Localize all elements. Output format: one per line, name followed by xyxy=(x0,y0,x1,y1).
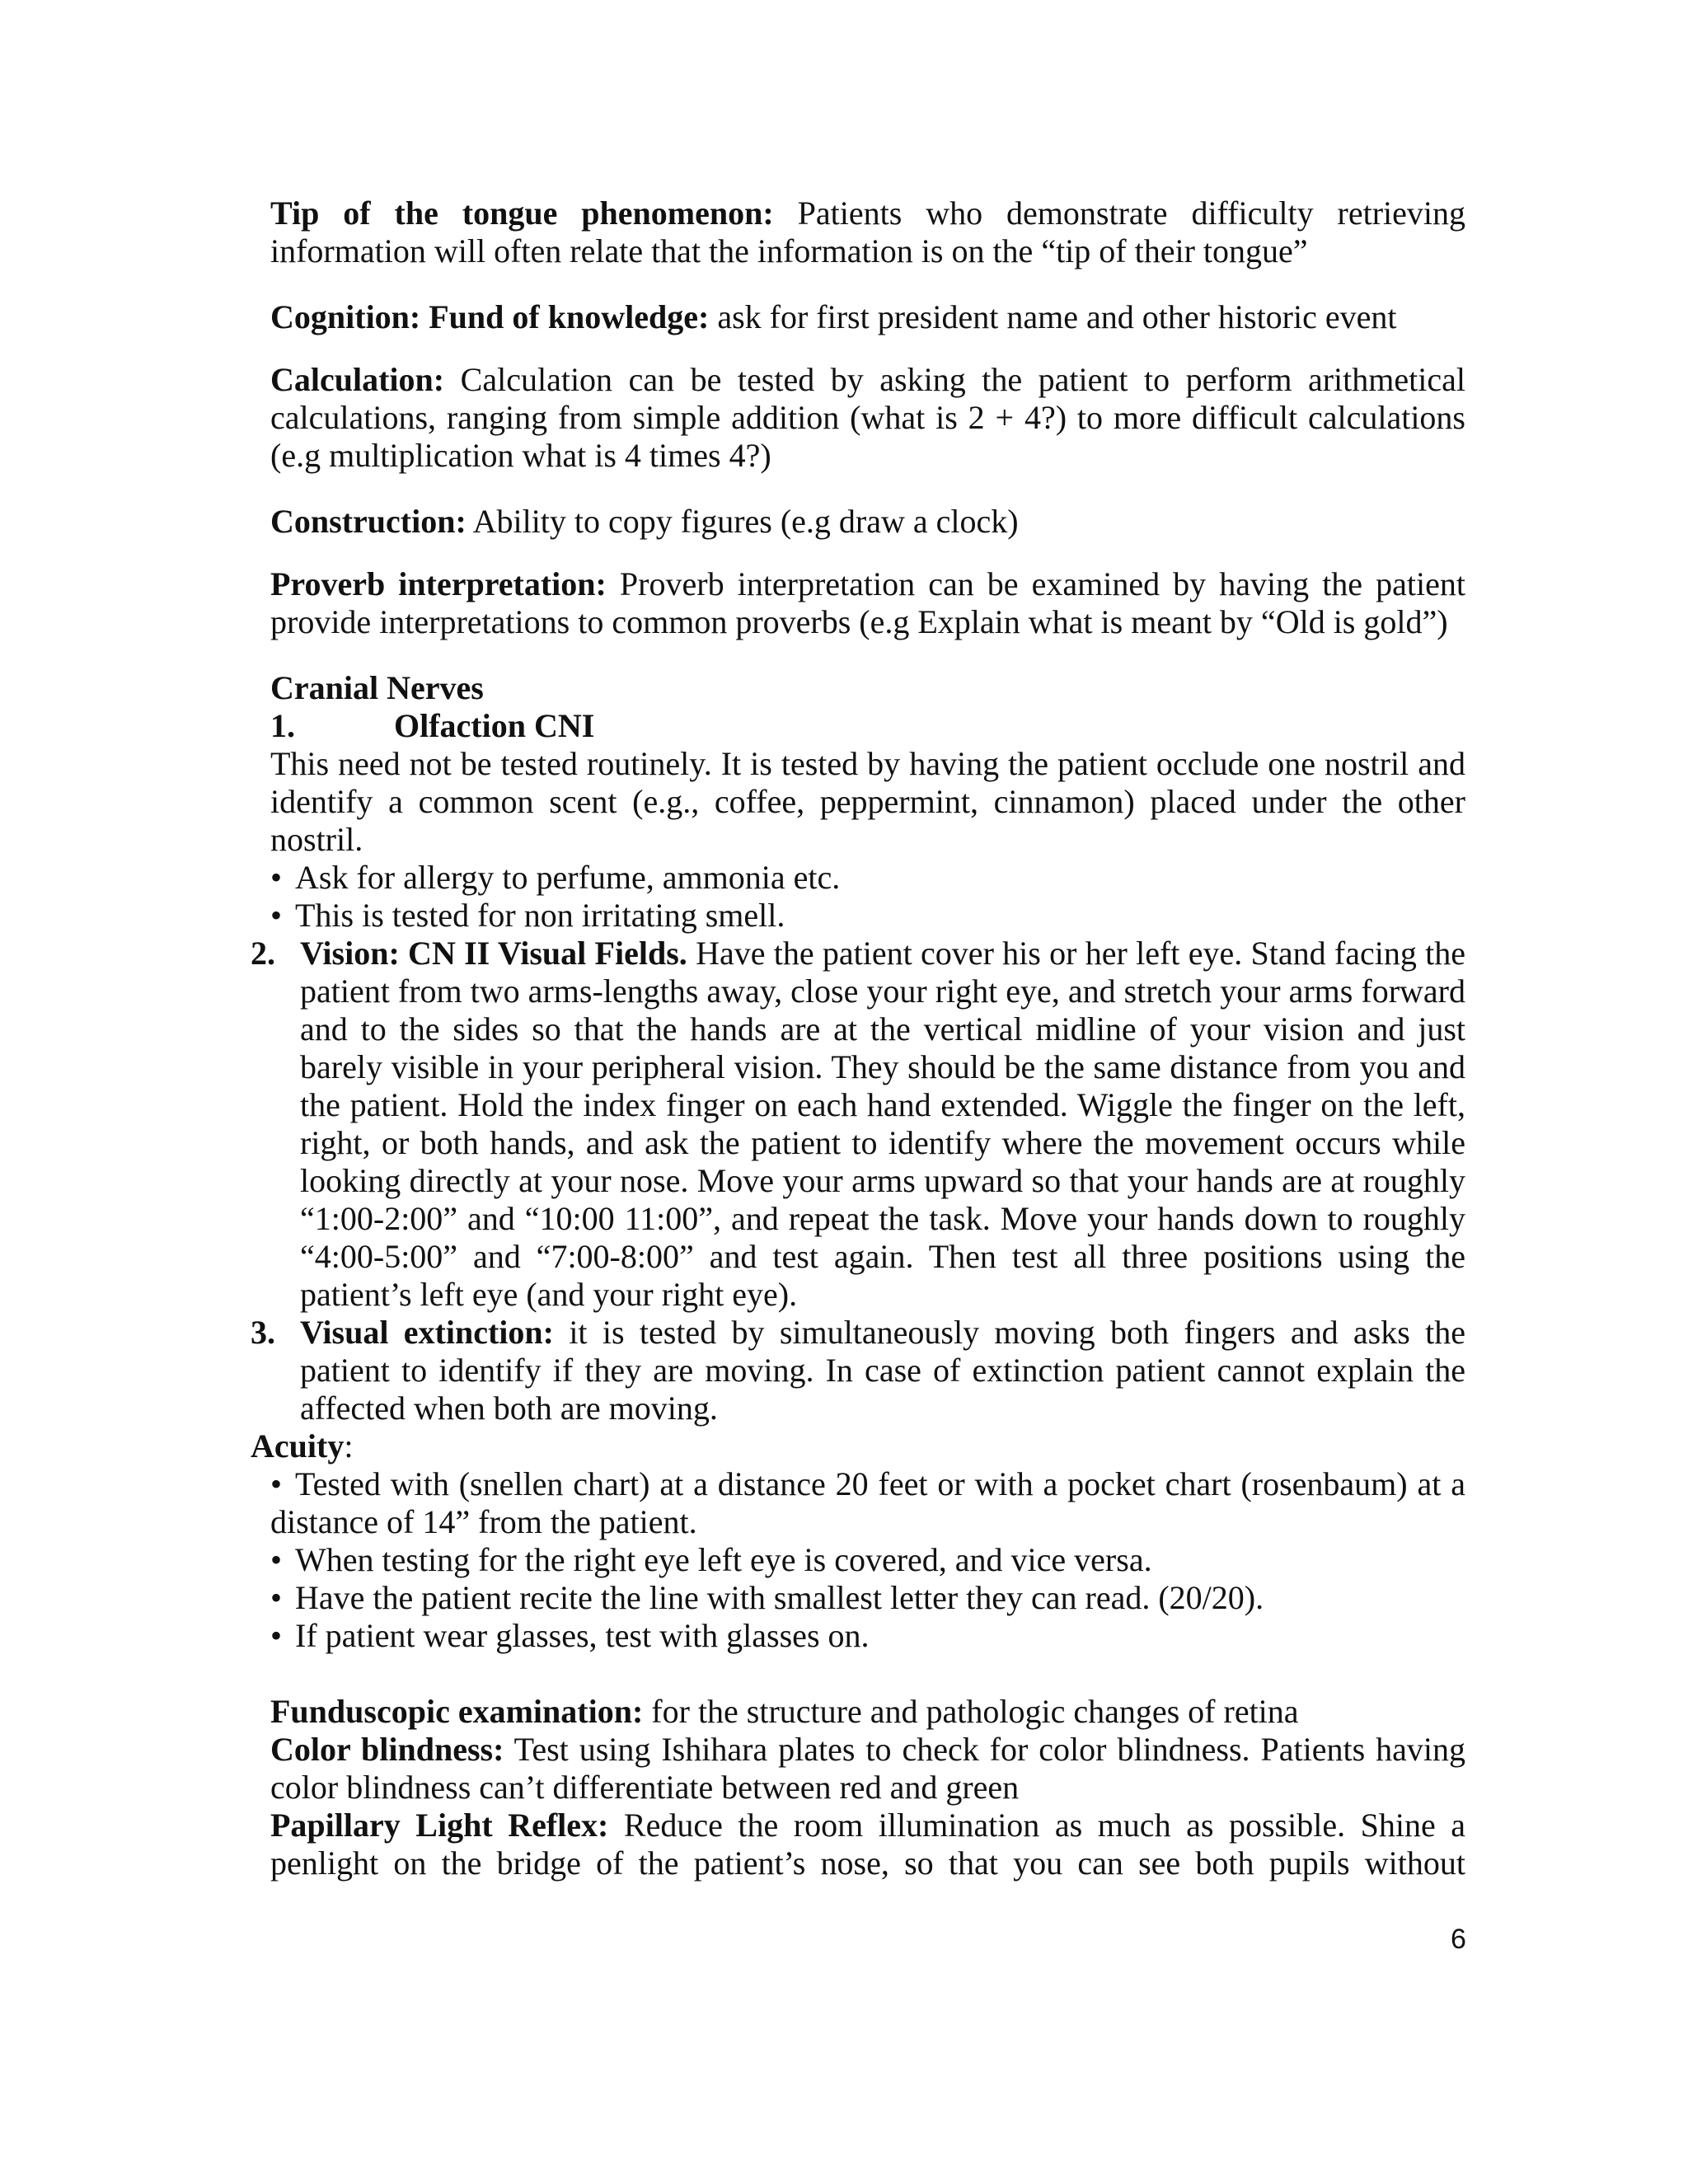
list-item: • Have the patient recite the line with smallest letter they can read. (20/20). xyxy=(270,1579,1264,1616)
cranial-nerves-heading: Cranial Nerves xyxy=(270,669,484,706)
construction-paragraph xyxy=(270,503,1465,541)
tip-of-tongue-paragraph xyxy=(270,194,1465,270)
proverb-text: Proverb interpretation can be examined by having the patient provide interpretations to common proverbs (e.g Explain what is meant by “Old is gold”) xyxy=(270,565,1465,640)
eye-exam-section xyxy=(270,1693,1465,1882)
extinction-label: Visual extinction: xyxy=(300,1314,554,1351)
calculation-text: Calculation can be tested by asking the patient to perform arithmetical calculations, ranging from simple addition (what is 2 + 4?) to more difficult calculations (e.g multiplication what is 4 times 4?) xyxy=(270,361,1466,474)
cognition-paragraph xyxy=(270,298,1465,336)
pupillary-text: Reduce the room illumination as much as possible. Shine a penlight on the bridge of the patient’s nose, so that you can see both pupils without xyxy=(270,1807,1466,1882)
cranial-nerves-section xyxy=(270,669,1465,935)
vision-text: Have the patient cover his or her left eye. Stand facing the patient from two arms-lengths away, close your right eye, and stretch your arms forward and to the sides so that the hands are at the vertical midline of your vision and just barely visible in your peripheral vision. They should be the same distance from you and the patient. Hold the index finger on each hand extended. Wiggle the finger on the left, right, or both hands, and ask the patient to identify where the movement occurs while looking directly at your nose. Move your arms upward so that your hands are at roughly “1:00-2:00” and “10:00 11:00”, and repeat the task. Move your hands down to roughly “4:00-5:00” and “7:00-8:00” and test again. Then test all three positions using the patient’s left eye (and your right eye). xyxy=(300,935,1465,1313)
list-item: • This is tested for non irritating smell. xyxy=(270,897,785,934)
fundus-text: for the structure and pathologic changes of retina xyxy=(651,1693,1299,1730)
tip-label: Tip of the tongue phenomenon: xyxy=(270,194,774,232)
page-number: 6 xyxy=(1451,1924,1466,1955)
olfaction-title: Olfaction CNI xyxy=(394,707,595,744)
vision-number: 2. xyxy=(251,935,275,972)
proverb-label: Proverb interpretation: xyxy=(270,565,607,602)
calculation-label: Calculation: xyxy=(270,361,445,398)
list-item: • Ask for allergy to perfume, ammonia etc. xyxy=(270,859,841,896)
color-blindness-label: Color blindness: xyxy=(270,1731,504,1768)
color-blindness-text: Test using Ishihara plates to check for color blindness. Patients having color blindness can’t differentiate between red and green xyxy=(270,1731,1466,1806)
cognition-text: ask for first president name and other historic event xyxy=(717,298,1397,335)
olfaction-text: This need not be tested routinely. It is tested by having the patient occlude one nostril and identify a common scent (e.g., coffee, peppermint, cinnamon) placed under the other nostril. xyxy=(270,745,1465,858)
vision-item xyxy=(251,935,1465,1314)
cognition-label: Cognition: Fund of knowledge: xyxy=(270,298,710,335)
calculation-paragraph xyxy=(270,361,1465,475)
vision-label: Vision: CN II Visual Fields. xyxy=(300,935,687,972)
acuity-label: Acuity xyxy=(251,1427,345,1465)
list-item: • Tested with (snellen chart) at a distance 20 feet or with a pocket chart (rosenbaum) at a distance of 14” from the patient. xyxy=(270,1465,1465,1540)
acuity-heading: Acuity: xyxy=(251,1427,354,1465)
construction-text: Ability to copy figures (e.g draw a clock) xyxy=(472,503,1019,540)
tip-text: Patients who demonstrate difficulty retrieving information will often relate that the information is on the “tip of their tongue” xyxy=(270,194,1465,269)
fundus-label: Funduscopic examination: xyxy=(270,1693,644,1730)
olfaction-number: 1. xyxy=(270,707,295,744)
extinction-text: it is tested by simultaneously moving both fingers and asks the patient to identify if they are moving. In case of extinction patient cannot explain the affected when both are moving. xyxy=(300,1314,1465,1427)
construction-label: Construction: xyxy=(270,503,467,540)
list-item: • When testing for the right eye left eye is covered, and vice versa. xyxy=(270,1541,1152,1578)
extinction-item xyxy=(251,1314,1465,1427)
extinction-number: 3. xyxy=(251,1314,275,1351)
pupillary-label: Papillary Light Reflex: xyxy=(270,1807,609,1844)
proverb-paragraph xyxy=(270,565,1465,641)
acuity-list xyxy=(270,1465,1465,1655)
list-item: • If patient wear glasses, test with glasses on. xyxy=(270,1617,870,1654)
